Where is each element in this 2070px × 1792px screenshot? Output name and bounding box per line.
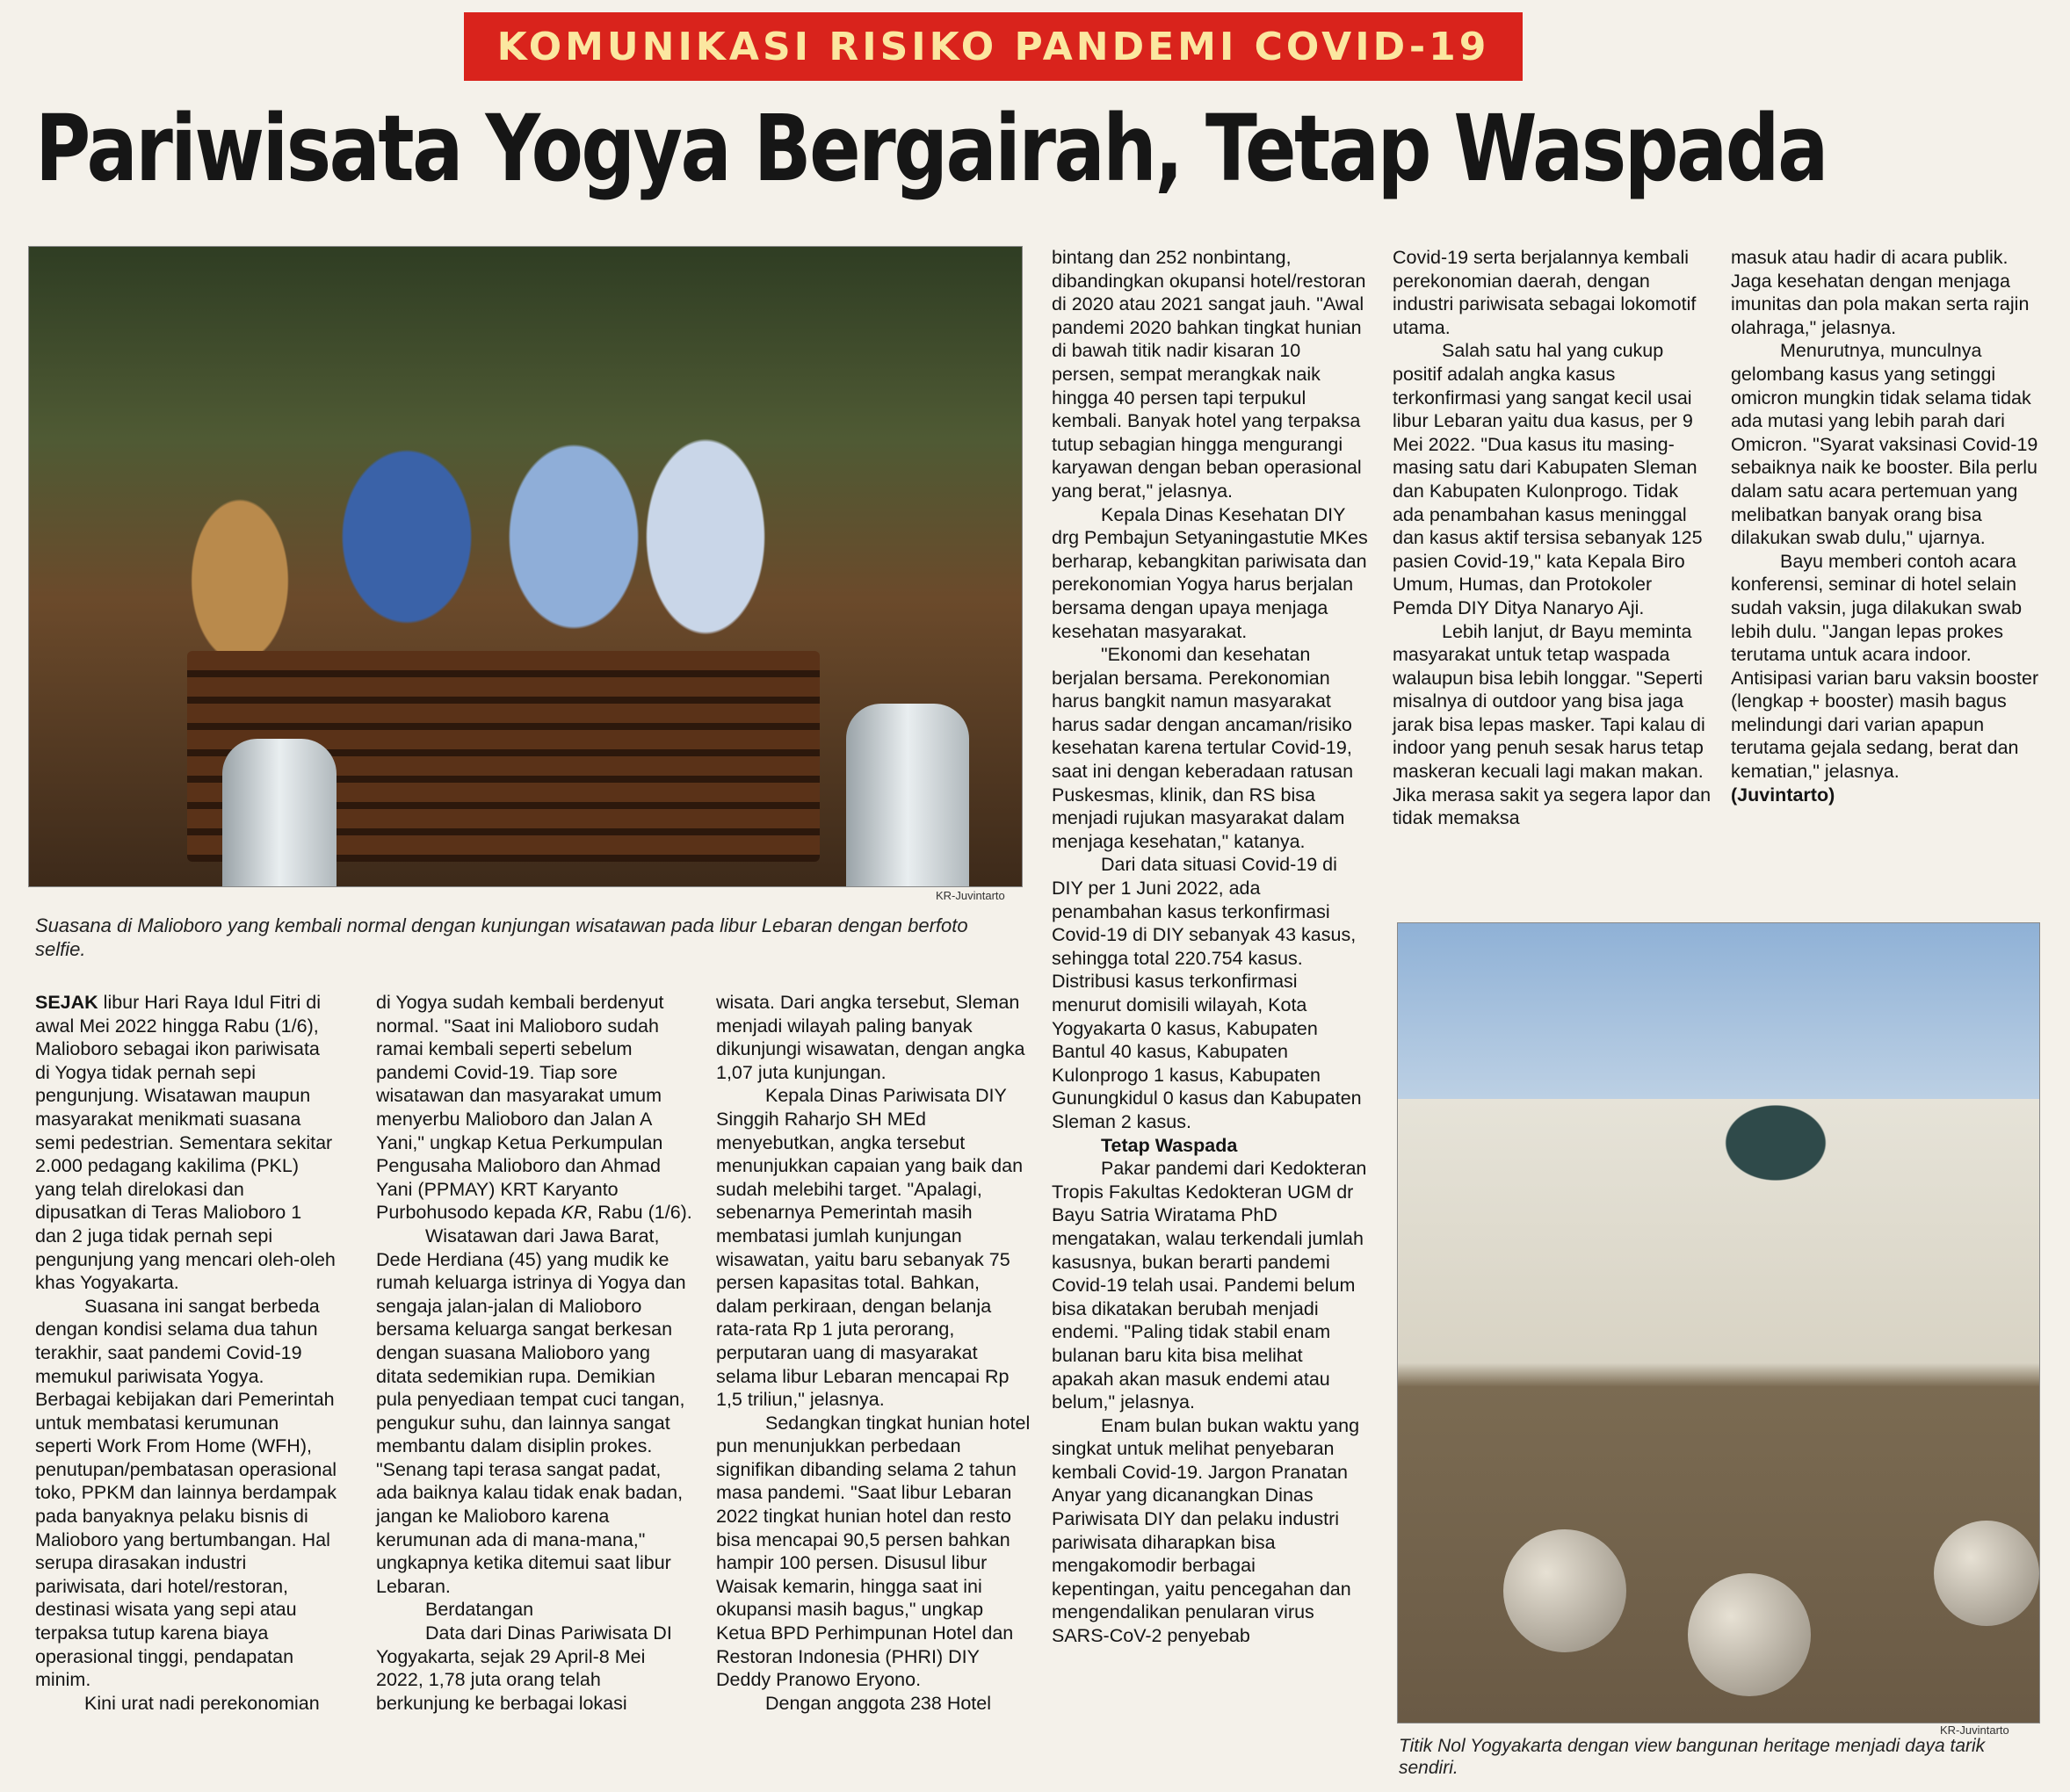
col2-para-2: Wisatawan dari Jawa Barat, Dede Herdiana (45) yang mudik ke rumah keluarga istrinya di Yogya dan sengaja jalan-jalan di Malioboro bersama keluarga sangat berkesan dengan suasana Malioboro yang ditata sedemikian rupa. Demikian pula penyediaan tempat cuci tangan, pengukur suhu, dan lainnya sangat membantu dalam disiplin prokes. "Senang tapi terasa sangat padat, ada baiknya kalau tidak enak badan, jangan ke Malioboro karena kerumunan ada di mana-mana," ungkapnya ketika ditemui saat libur Lebaran. xyxy=(376,1225,686,1597)
col4-para-4: Dari data situasi Covid-19 di DIY per 1 Juni 2022, ada penambahan kasus terkonfirmasi Covid-19 di DIY sebanyak 43 kasus, sehingga total 220.754 kasus. Distribusi kasus terkonfirmasi menurut domisili wilayah, Kota Yogyakarta 0 kasus, Kabupaten Bantul 40 kasus, Kabupaten Kulonprogo 1 kasus, Kabupaten Gunungkidul 0 kasus dan Kabupaten Sleman 2 kasus. xyxy=(1052,854,1362,1132)
col3-para-2: Kepala Dinas Pariwisata DIY Singgih Raharjo SH MEd menyebutkan, angka tersebut menunjukkan capaian yang baik dan sudah melebihi target. "Apalagi, sebenarnya Pemerintah masih membatasi jumlah kunjungan wisawatan, yaitu baru sebanyak 75 persen kapasitas total. Bahkan, dalam perkiraan, dengan belanja rata-rata Rp 1 juta perorang, perputaran uang di masyarakat selama libur Lebaran mencapai Rp 1,5 triliun," jelasnya. xyxy=(716,1085,1024,1411)
col4-para-3: "Ekonomi dan kesehatan berjalan bersama. Perekonomian harus bangkit namun masyarakat harus sadar dengan ancaman/risiko kesehatan karena tertular Covid-19, saat ini dengan keberadaan ratusan Puskesmas, klinik, dan RS bisa menjadi rujukan masyarakat dalam menjaga kesehatan," katanya. xyxy=(1052,644,1354,852)
photo1-caption: Suasana di Malioboro yang kembali normal dengan kunjungan wisatawan pada libur Lebaran dengan berfoto selfie. xyxy=(35,914,968,960)
col2-para-3: Data dari Dinas Pariwisata DI Yogyakarta, sejak 29 April-8 Mei 2022, 1,78 juta orang telah berkunjung ke berbagai lokasi xyxy=(376,1622,672,1714)
col1-para-1: libur Hari Raya Idul Fitri di awal Mei 2022 hingga Rabu (1/6), Malioboro sebagai ikon pariwisata di Yogya tidak pernah sepi pengunjung. Wisatawan maupun masyarakat menikmati suasana semi pedestrian. Sementara sekitar 2.000 pedagang kakilima (PKL) yang telah direlokasi dan dipusatkan di Teras Malioboro 1 dan 2 juga tidak pernah sepi pengunjung yang mencari oleh-oleh khas Yogyakarta. xyxy=(35,992,336,1294)
col6-para-2: Menurutnya, munculnya gelombang kasus yang setinggi omicron mungkin tidak selama tidak ada mutasi yang lebih parah dari Omicron. "Syarat vaksinasi Covid-19 sebaiknya naik ke booster. Bila perlu dalam satu acara pertemuan yang melibatkan banyak orang bisa dilakukan swab dulu," ujarnya. xyxy=(1731,340,2038,549)
col5-para-3: Lebih lanjut, dr Bayu meminta masyarakat untuk tetap waspada walaupun bisa lebih longgar. "Seperti misalnya di outdoor yang bisa jaga jarak bisa lepas masker. Tapi kalau di indoor yang penuh sesak harus tetap maskeran kecuali lagi makan makan. Jika merasa sakit ya segera lapor dan tidak memaksa xyxy=(1393,620,1712,829)
stone-ball-2 xyxy=(1688,1573,1811,1696)
col4-subhead-tetap-waspada: Tetap Waspada xyxy=(1101,1134,1238,1156)
col2-para-1b: , Rabu (1/6). xyxy=(587,1202,692,1224)
stone-ball-3 xyxy=(1934,1521,2039,1626)
photo2-credit: KR-Juvintarto xyxy=(1940,1723,2009,1737)
bollard-left xyxy=(222,739,337,887)
col4-para-5: Pakar pandemi dari Kedokteran Tropis Fakultas Kedokteran UGM dr Bayu Satria Wiratama PhD mengatakan, walau terkendali jumlah kasusnya, bukan berarti pandemi Covid-19 telah usai. Pandemi belum bisa dikatakan berubah menjadi endemi. "Paling tidak stabil enam bulanan baru kita bisa melihat apakah akan masuk endemi atau belum," jelasnya. xyxy=(1052,1158,1367,1413)
article-column-4 xyxy=(1052,246,1368,1648)
col6-para-3: Bayu memberi contoh acara konferensi, seminar di hotel selain sudah vaksin, juga dilakukan swab lebih dulu. "Jangan lepas prokes terutama untuk acara indoor. Antisipasi varian baru vaksin booster (lengkap + booster) masih bagus melindungi dari varian apapun terutama gejala sedang, berat dan kematian," jelasnya. xyxy=(1731,550,2039,783)
article-column-2 xyxy=(376,991,694,1715)
col3-para-3: Sedangkan tingkat hunian hotel pun menunjukkan perbedaan signifikan dibanding selama 2 tahun masa pandemi. "Saat libur Lebaran 2022 tingkat hunian hotel dan resto bisa mencapai 90,5 persen bahkan hampir 100 persen. Disusul libur Waisak kemarin, hingga saat ini okupansi masih bagus," ungkap Ketua BPD Perhimpunan Hotel dan Restoran Indonesia (PHRI) DIY Deddy Pranowo Eryono. xyxy=(716,1412,1031,1691)
article-column-6 xyxy=(1731,246,2047,806)
rubric-banner xyxy=(464,12,1523,81)
col3-para-4: Dengan anggota 238 Hotel xyxy=(765,1692,992,1714)
bollard-right xyxy=(846,704,969,887)
headline: Pariwisata Yogya Bergairah, Tetap Waspada xyxy=(35,95,1827,202)
photo1-credit: KR-Juvintarto xyxy=(936,889,1005,902)
article-column-1 xyxy=(35,991,338,1715)
col5-para-1: Covid-19 serta berjalannya kembali perekonomian daerah, dengan industri pariwisata sebagai lokomotif utama. xyxy=(1393,247,1697,338)
col4-para-6: Enam bulan bukan waktu yang singkat untuk melihat penyebaran kembali Covid-19. Jargon Pranatan Anyar yang dicanangkan Dinas Pariwisata DIY dan pelaku industri pariwisata diharapkan bisa mengakomodir berbagai kepentingan, yaitu pencegahan dan mengendalikan penularan virus SARS-CoV-2 penyebab xyxy=(1052,1414,1360,1647)
col2-kr: KR xyxy=(561,1202,588,1224)
article-column-5 xyxy=(1393,246,1713,830)
article-column-3 xyxy=(716,991,1032,1715)
lead-word: SEJAK xyxy=(35,992,98,1013)
col1-para-3: Kini urat nadi perekonomian xyxy=(84,1692,320,1714)
rubric-text: KOMUNIKASI RISIKO PANDEMI COVID-19 xyxy=(496,24,1490,69)
col5-para-2: Salah satu hal yang cukup positif adalah angka kasus terkonfirmasi yang sangat kecil usai libur Lebaran yaitu dua kasus, per 9 Mei 2022. "Dua kasus itu masing-masing satu dari Kabupaten Sleman dan Kabupaten Kulonprogo. Tidak ada penambahan kasus meninggal dan kasus aktif tersisa sebanyak 125 pasien Covid-19," kata Kepala Biro Umum, Humas, dan Protokoler Pemda DIY Ditya Nanaryo Aji. xyxy=(1393,340,1703,618)
col3-para-1: wisata. Dari angka tersebut, Sleman menjadi wilayah paling banyak dikunjungi wisawatan, dengan angka 1,07 juta kunjungan. xyxy=(716,992,1025,1083)
photo-malioboro-selfie xyxy=(28,246,1023,887)
col2-subhead-berdatangan: Berdatangan xyxy=(425,1599,534,1621)
col6-para-1: masuk atau hadir di acara publik. Jaga kesehatan dengan menjaga imunitas dan pola makan serta rajin olahraga," jelasnya. xyxy=(1731,247,2030,338)
stone-ball-1 xyxy=(1503,1529,1626,1652)
col1-para-2: Suasana ini sangat berbeda dengan kondisi selama dua tahun terakhir, saat pandemi Covid-19 memukul pariwisata Yogya. Berbagai kebijakan dari Pemerintah untuk membatasi kerumunan seperti Work From Home (WFH), penutupan/pembatasan operasional toko, PPKM dan lainnya berdampak pada banyaknya pelaku bisnis di Malioboro yang bertumbangan. Hal serupa dirasakan industri pariwisata, dari hotel/restoran, destinasi wisata yang sepi atau terpaksa tutup karena biaya operasional tinggi, pendapatan minim. xyxy=(35,1295,337,1691)
col2-para-1a: di Yogya sudah kembali berdenyut normal. "Saat ini Malioboro sudah ramai kembali seperti sebelum pandemi Covid-19. Tiap sore wisatawan dan masyarakat umum menyerbu Malioboro dan Jalan A Yani," ungkap Ketua Perkumpulan Pengusaha Malioboro dan Ahmad Yani (PPMAY) KRT Karyanto Purbohusodo kepada xyxy=(376,992,664,1224)
photo-titik-nol xyxy=(1397,922,2040,1723)
photo2-caption: Titik Nol Yogyakarta dengan view bangunan heritage menjadi daya tarik sendiri. xyxy=(1399,1736,1986,1778)
col4-para-1: bintang dan 252 nonbintang, dibandingkan okupansi hotel/restoran di 2020 atau 2021 sangat jauh. "Awal pandemi 2020 bahkan tingkat hunian di bawah titik nadir kisaran 10 persen, sempat merangkak naik hingga 40 persen tapi terpukul kembali. Banyak hotel yang terpaksa tutup sebagian hingga mengurangi karyawan dengan beban operasional yang berat," jelasnya. xyxy=(1052,247,1366,502)
col4-para-2: Kepala Dinas Kesehatan DIY drg Pembajun Setyaningastutie MKes berharap, kebangkitan pariwisata dan perekonomian Yogya harus berjalan bersama dengan upaya menjaga kesehatan masyarakat. xyxy=(1052,503,1368,642)
byline: (Juvintarto) xyxy=(1731,784,1835,806)
